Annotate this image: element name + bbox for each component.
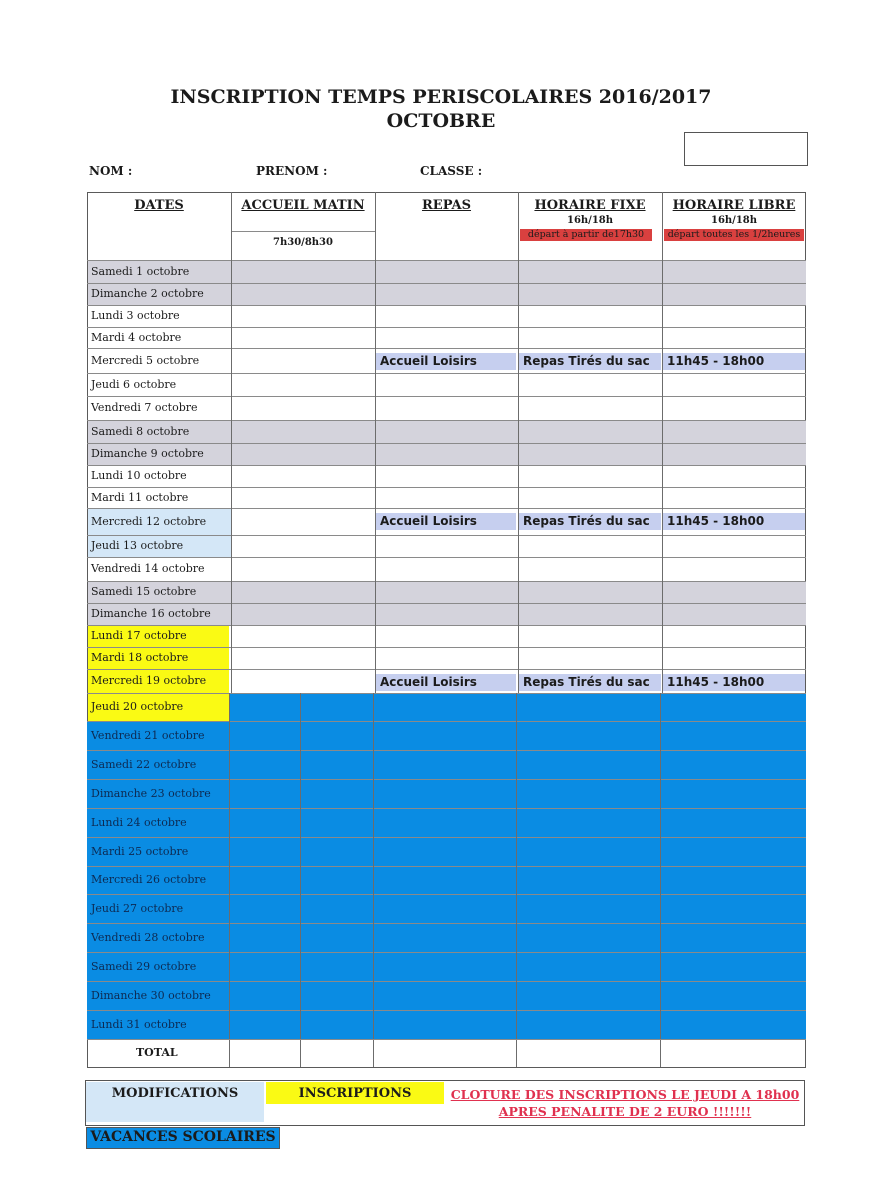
row-divider <box>87 981 806 982</box>
table-cell[interactable] <box>375 305 518 327</box>
prenom-label: PRENOM : <box>256 164 328 178</box>
table-cell[interactable] <box>375 487 518 508</box>
cloture-line-1: CLOTURE DES INSCRIPTIONS LE JEUDI A 18h00 <box>450 1087 800 1102</box>
accueil-matin-header: ACCUEIL MATIN <box>241 198 365 213</box>
date-label: Dimanche 9 octobre <box>91 447 204 460</box>
table-cell[interactable] <box>662 581 806 603</box>
table-cell[interactable] <box>375 581 518 603</box>
table-cell[interactable] <box>662 283 806 305</box>
table-cell[interactable] <box>662 260 806 283</box>
table-cell[interactable] <box>231 625 375 647</box>
column-divider <box>516 693 517 1068</box>
table-cell[interactable] <box>375 647 518 669</box>
table-cell[interactable] <box>518 603 662 625</box>
date-label: Mercredi 5 octobre <box>91 353 200 367</box>
repas-tires-du-sac-entry: Repas Tirés du sac <box>519 513 661 530</box>
date-label: Jeudi 6 octobre <box>91 377 177 391</box>
date-label: Lundi 10 octobre <box>91 469 187 482</box>
table-cell[interactable] <box>231 557 375 581</box>
table-cell[interactable] <box>662 603 806 625</box>
table-cell[interactable] <box>375 625 518 647</box>
horaire-libre-header: HORAIRE LIBRE <box>672 198 796 213</box>
table-cell[interactable] <box>518 557 662 581</box>
table-cell[interactable] <box>375 535 518 557</box>
vacances-label: VACANCES SCOLAIRES <box>90 1129 276 1145</box>
vacances-row-bg <box>87 808 806 837</box>
date-label: Mercredi 26 octobre <box>91 873 207 886</box>
date-label: Vendredi 14 octobre <box>91 562 205 575</box>
vacances-row-bg <box>229 693 806 721</box>
table-cell[interactable] <box>518 260 662 283</box>
page-title: INSCRIPTION TEMPS PERISCOLAIRES 2016/2017 <box>170 86 712 108</box>
table-cell[interactable] <box>231 603 375 625</box>
date-label: Samedi 22 octobre <box>91 757 197 771</box>
total-label: TOTAL <box>136 1046 178 1059</box>
row-divider <box>87 750 806 751</box>
table-cell[interactable] <box>662 327 806 348</box>
table-cell[interactable] <box>231 508 375 535</box>
table-cell[interactable] <box>231 581 375 603</box>
repas-tires-du-sac-entry: Repas Tirés du sac <box>519 674 661 691</box>
table-cell[interactable] <box>518 420 662 443</box>
table-cell[interactable] <box>231 443 375 465</box>
table-cell[interactable] <box>662 625 806 647</box>
column-divider <box>229 693 230 1068</box>
table-cell[interactable] <box>375 373 518 396</box>
total-divider <box>87 1039 806 1040</box>
column-divider <box>373 693 374 1068</box>
table-cell[interactable] <box>231 535 375 557</box>
horaire-fixe-header: HORAIRE FIXE <box>534 198 646 213</box>
table-cell[interactable] <box>231 465 375 487</box>
page-subtitle-month: OCTOBRE <box>386 110 496 132</box>
date-label: Lundi 3 octobre <box>91 309 180 322</box>
date-label: Samedi 8 octobre <box>91 424 190 438</box>
row-divider <box>87 1010 806 1011</box>
row-divider <box>87 779 806 780</box>
horaire-libre-entry: 11h45 - 18h00 <box>663 353 805 370</box>
nom-label: NOM : <box>89 164 133 178</box>
table-cell[interactable] <box>231 260 375 283</box>
classe-label: CLASSE : <box>420 164 483 178</box>
table-cell[interactable] <box>231 396 375 420</box>
date-label: Jeudi 27 octobre <box>91 901 184 915</box>
horaire-fixe-note: départ à partir de17h30 <box>520 229 652 241</box>
table-cell[interactable] <box>518 373 662 396</box>
table-cell[interactable] <box>518 535 662 557</box>
table-cell[interactable] <box>375 557 518 581</box>
table-cell[interactable] <box>518 283 662 305</box>
table-cell[interactable] <box>662 420 806 443</box>
date-label: Mardi 25 octobre <box>91 844 189 858</box>
table-cell[interactable] <box>518 625 662 647</box>
table-cell[interactable] <box>231 669 375 693</box>
date-label: Samedi 1 octobre <box>91 264 190 278</box>
table-cell[interactable] <box>375 396 518 420</box>
date-label: Mardi 18 octobre <box>91 651 189 664</box>
table-cell[interactable] <box>231 487 375 508</box>
table-cell[interactable] <box>518 465 662 487</box>
table-cell[interactable] <box>375 443 518 465</box>
row-divider <box>87 923 806 924</box>
table-cell[interactable] <box>662 305 806 327</box>
table-cell[interactable] <box>231 283 375 305</box>
date-label: Dimanche 30 octobre <box>91 988 211 1002</box>
accueil-loisirs-entry: Accueil Loisirs <box>376 353 516 370</box>
table-cell[interactable] <box>662 487 806 508</box>
date-label: Mercredi 19 octobre <box>91 674 207 687</box>
class-box[interactable] <box>684 132 808 166</box>
table-bottom-line <box>87 1067 806 1068</box>
row-divider <box>87 808 806 809</box>
header-top-line <box>87 192 806 193</box>
table-cell[interactable] <box>518 487 662 508</box>
repas-header: REPAS <box>421 198 472 213</box>
date-label: Mardi 11 octobre <box>91 490 189 504</box>
date-label: Mardi 4 octobre <box>91 330 182 344</box>
dates-header: DATES <box>134 198 184 213</box>
horaire-libre-entry: 11h45 - 18h00 <box>663 674 805 691</box>
column-divider <box>375 192 376 693</box>
date-label: Vendredi 28 octobre <box>91 930 205 944</box>
date-label: Dimanche 23 octobre <box>91 786 211 800</box>
modifications-label: MODIFICATIONS <box>111 1086 239 1101</box>
table-cell[interactable] <box>375 260 518 283</box>
table-cell[interactable] <box>231 647 375 669</box>
date-label: Vendredi 21 octobre <box>91 728 205 742</box>
table-cell[interactable] <box>518 647 662 669</box>
horaire-libre-entry: 11h45 - 18h00 <box>663 513 805 530</box>
table-cell[interactable] <box>662 647 806 669</box>
row-divider <box>87 669 806 670</box>
table-cell[interactable] <box>518 581 662 603</box>
column-divider <box>518 192 519 693</box>
row-divider <box>87 721 806 722</box>
column-divider <box>662 192 663 693</box>
table-cell[interactable] <box>375 603 518 625</box>
table-cell[interactable] <box>518 443 662 465</box>
table-cell[interactable] <box>375 420 518 443</box>
table-cell[interactable] <box>662 557 806 581</box>
date-label: Jeudi 13 octobre <box>91 539 184 552</box>
date-label: Samedi 29 octobre <box>91 959 197 973</box>
date-label: Jeudi 20 octobre <box>91 700 184 713</box>
date-label: Mercredi 12 octobre <box>91 514 207 528</box>
date-label: Dimanche 2 octobre <box>91 287 204 300</box>
row-divider <box>87 952 806 953</box>
accueil-sub-divider <box>231 231 375 232</box>
table-cell[interactable] <box>231 420 375 443</box>
horaire-libre-note: départ toutes les 1/2heures <box>664 229 804 241</box>
table-cell[interactable] <box>662 465 806 487</box>
inscriptions-label: INSCRIPTIONS <box>298 1086 412 1101</box>
accueil-loisirs-entry: Accueil Loisirs <box>376 513 516 530</box>
table-cell[interactable] <box>518 396 662 420</box>
table-cell[interactable] <box>662 373 806 396</box>
row-divider <box>87 837 806 838</box>
date-label: Samedi 15 octobre <box>91 585 197 598</box>
column-divider <box>300 693 301 1068</box>
horaire-fixe-hours: 16h/18h <box>566 215 614 226</box>
vacances-row-bg <box>87 894 806 923</box>
table-cell[interactable] <box>662 535 806 557</box>
row-divider <box>87 894 806 895</box>
table-cell[interactable] <box>662 443 806 465</box>
column-divider <box>231 192 232 693</box>
cloture-line-2: APRES PENALITE DE 2 EURO !!!!!!! <box>498 1104 752 1119</box>
table-cell[interactable] <box>231 373 375 396</box>
date-label: Dimanche 16 octobre <box>91 607 211 620</box>
table-cell[interactable] <box>231 305 375 327</box>
accueil-matin-hours: 7h30/8h30 <box>273 237 333 248</box>
accueil-loisirs-entry: Accueil Loisirs <box>376 674 516 691</box>
row-divider <box>87 693 806 694</box>
table-cell[interactable] <box>375 283 518 305</box>
date-label: Lundi 31 octobre <box>91 1017 187 1031</box>
table-cell[interactable] <box>231 348 375 373</box>
date-label: Lundi 17 octobre <box>91 629 187 642</box>
table-cell[interactable] <box>662 396 806 420</box>
table-cell[interactable] <box>231 327 375 348</box>
row-divider <box>87 866 806 867</box>
date-label: Lundi 24 octobre <box>91 815 187 829</box>
vacances-row-bg <box>87 1010 806 1039</box>
table-cell[interactable] <box>518 327 662 348</box>
row-divider <box>87 348 806 349</box>
table-cell[interactable] <box>375 327 518 348</box>
repas-tires-du-sac-entry: Repas Tirés du sac <box>519 353 661 370</box>
table-cell[interactable] <box>518 305 662 327</box>
date-label: Vendredi 7 octobre <box>91 401 198 414</box>
column-divider <box>660 693 661 1068</box>
table-cell[interactable] <box>375 465 518 487</box>
horaire-libre-hours: 16h/18h <box>710 215 758 226</box>
row-divider <box>87 508 806 509</box>
vacances-row-bg <box>87 837 806 866</box>
